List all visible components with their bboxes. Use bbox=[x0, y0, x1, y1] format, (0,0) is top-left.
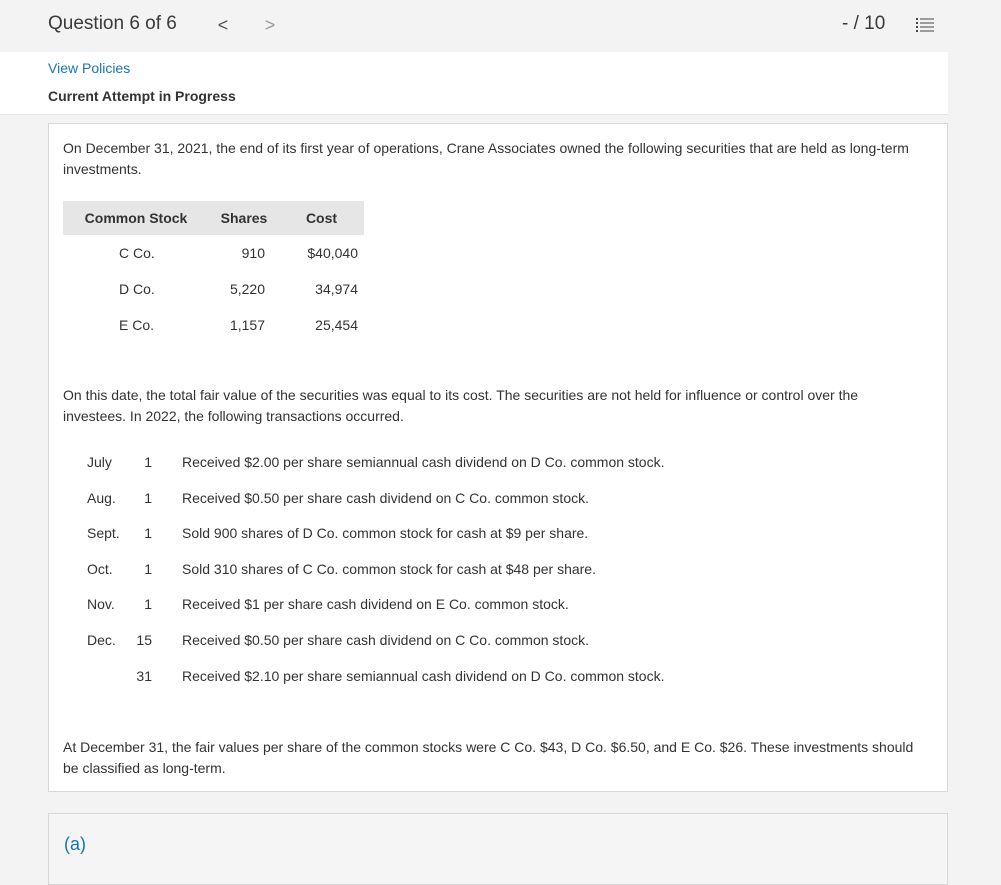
stock-cost: 25,454 bbox=[315, 317, 358, 333]
transaction-month: Aug. bbox=[87, 490, 116, 506]
securities-table bbox=[63, 201, 364, 343]
question-card bbox=[48, 123, 948, 792]
transaction-day: 31 bbox=[136, 668, 152, 684]
top-bar bbox=[0, 0, 1001, 52]
score-display: - / 10 bbox=[842, 13, 886, 34]
transaction-text: Received $1 per share cash dividend on E Co. common stock. bbox=[182, 596, 569, 612]
header-shares: Shares bbox=[209, 201, 279, 235]
stock-cost: 34,974 bbox=[315, 281, 358, 297]
transaction-month: Dec. bbox=[87, 632, 116, 648]
transaction-row bbox=[49, 596, 929, 618]
header-common-stock: Common Stock bbox=[63, 201, 209, 235]
stock-shares: 1,157 bbox=[229, 317, 265, 333]
stock-name: E Co. bbox=[119, 317, 155, 333]
next-question-button[interactable]: > bbox=[264, 14, 276, 35]
transaction-text: Received $2.10 per share semiannual cash dividend on D Co. common stock. bbox=[182, 668, 665, 684]
header-cost: Cost bbox=[279, 201, 364, 235]
transaction-text: Sold 310 shares of C Co. common stock for cash at $48 per share. bbox=[182, 561, 596, 577]
transaction-day: 1 bbox=[144, 525, 152, 541]
part-a-label: (a) bbox=[64, 834, 86, 854]
transaction-day: 1 bbox=[144, 561, 152, 577]
transaction-month: July bbox=[87, 454, 112, 470]
view-policies-link[interactable]: View Policies bbox=[48, 60, 131, 76]
table-row bbox=[63, 271, 364, 307]
stock-shares: 910 bbox=[241, 245, 265, 261]
transaction-text: Sold 900 shares of D Co. common stock for cash at $9 per share. bbox=[182, 525, 589, 541]
stock-name: C Co. bbox=[119, 245, 155, 261]
closing-paragraph: At December 31, the fair values per share of the common stocks were C Co. $43, D Co. $6.50, and E Co. $26. These investments should be classified as long-term. bbox=[63, 739, 914, 776]
transaction-day: 1 bbox=[144, 454, 152, 470]
stock-shares: 5,220 bbox=[229, 281, 265, 297]
stock-cost: $40,040 bbox=[307, 245, 358, 261]
transaction-text: Received $2.00 per share semiannual cash dividend on D Co. common stock. bbox=[182, 454, 665, 470]
attempt-status: Current Attempt in Progress bbox=[48, 88, 236, 104]
transaction-row bbox=[49, 668, 929, 690]
transaction-row bbox=[49, 632, 929, 654]
middle-paragraph: On this date, the total fair value of the securities was equal to its cost. The securities are not held for influence or control over the investees. In 2022, the following transactions occurred. bbox=[63, 387, 859, 424]
part-a-card bbox=[48, 813, 948, 885]
transaction-row bbox=[49, 490, 929, 512]
transaction-text: Received $0.50 per share cash dividend on C Co. common stock. bbox=[182, 632, 589, 648]
transaction-row bbox=[49, 454, 929, 476]
transaction-day: 1 bbox=[144, 490, 152, 506]
question-counter: Question 6 of 6 bbox=[48, 13, 177, 34]
transaction-row bbox=[49, 525, 929, 547]
policies-panel bbox=[0, 52, 948, 115]
table-row bbox=[63, 307, 364, 343]
transaction-month: Nov. bbox=[87, 596, 115, 612]
stock-name: D Co. bbox=[119, 281, 155, 297]
list-icon[interactable] bbox=[916, 16, 934, 34]
table-row bbox=[63, 235, 364, 271]
intro-paragraph: On December 31, 2021, the end of its first year of operations, Crane Associates owned the following securities that are held as long-term investments. bbox=[63, 140, 909, 177]
table-header-row bbox=[63, 201, 364, 235]
transaction-month: Oct. bbox=[87, 561, 113, 577]
transaction-day: 1 bbox=[144, 596, 152, 612]
transaction-row bbox=[49, 561, 929, 583]
transaction-text: Received $0.50 per share cash dividend on C Co. common stock. bbox=[182, 490, 589, 506]
transaction-month: Sept. bbox=[87, 525, 120, 541]
previous-question-button[interactable]: < bbox=[217, 14, 229, 35]
transaction-day: 15 bbox=[136, 632, 152, 648]
